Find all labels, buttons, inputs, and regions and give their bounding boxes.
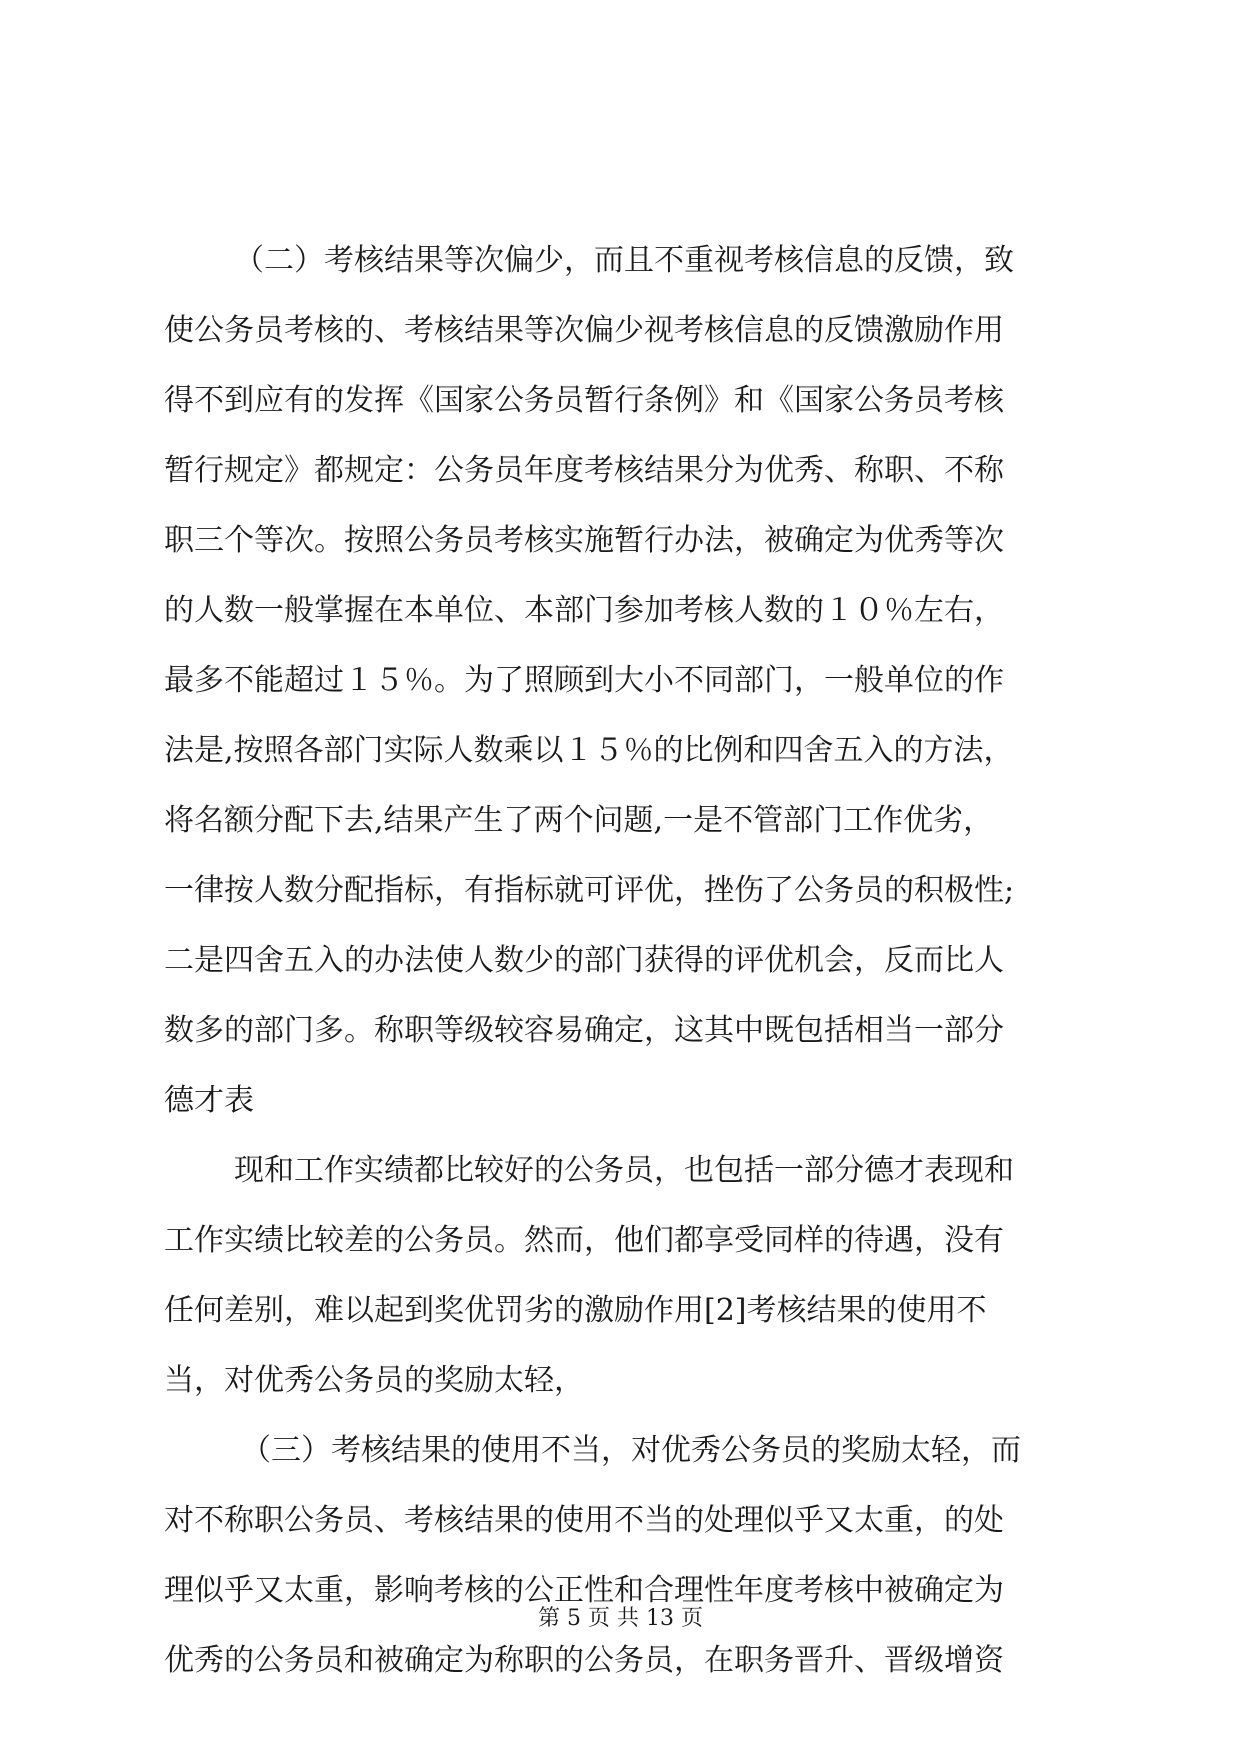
text-line-18: （三）考核结果的使用不当，对优秀公务员的奖励太轻，而 (241, 1433, 1021, 1468)
text-line-7: 最多不能超过１５％。为了照顾到大小不同部门，一般单位的作 (164, 663, 1004, 698)
text-line-2: 使公务员考核的、考核结果等次偏少视考核信息的反馈激励作用 (164, 313, 1004, 348)
text-line-17: 当，对优秀公务员的奖励太轻， (164, 1363, 584, 1398)
text-line-6: 的人数一般掌握在本单位、本部门参加考核人数的１０％左右， (164, 593, 1004, 628)
text-line-14: 现和工作实绩都比较好的公务员，也包括一部分德才表现和 (234, 1153, 1014, 1188)
text-line-13: 德才表 (164, 1083, 254, 1118)
text-line-9: 将名额分配下去,结果产生了两个问题,一是不管部门工作优劣， (164, 803, 994, 838)
page-footer: 第 5 页 共 13 页 (538, 1606, 703, 1631)
text-line-12: 数多的部门多。称职等级较容易确定，这其中既包括相当一部分 (164, 1013, 1004, 1048)
text-line-16: 任何差别，难以起到奖优罚劣的激励作用[2]考核结果的使用不 (164, 1293, 987, 1328)
text-line-10: 一律按人数分配指标，有指标就可评优，挫伤了公务员的积极性; (164, 873, 1015, 908)
text-line-3: 得不到应有的发挥《国家公务员暂行条例》和《国家公务员考核 (164, 383, 1004, 418)
text-line-21: 优秀的公务员和被确定为称职的公务员，在职务晋升、晋级增资 (164, 1643, 1004, 1678)
text-line-19: 对不称职公务员、考核结果的使用不当的处理似乎又太重，的处 (164, 1503, 1004, 1538)
text-line-4: 暂行规定》都规定：公务员年度考核结果分为优秀、称职、不称 (164, 453, 1004, 488)
text-line-20: 理似乎又太重，影响考核的公正性和合理性年度考核中被确定为 (164, 1573, 1004, 1608)
body-text (164, 226, 1078, 1696)
text-line-8: 法是,按照各部门实际人数乘以１５％的比例和四舍五入的方法， (164, 733, 1014, 768)
text-line-11: 二是四舍五入的办法使人数少的部门获得的评优机会，反而比人 (164, 943, 1004, 978)
text-line-1: （二）考核结果等次偏少，而且不重视考核信息的反馈，致 (234, 243, 1014, 278)
text-line-15: 工作实绩比较差的公务员。然而，他们都享受同样的待遇，没有 (164, 1223, 1004, 1258)
text-line-5: 职三个等次。按照公务员考核实施暂行办法，被确定为优秀等次 (164, 523, 1004, 558)
